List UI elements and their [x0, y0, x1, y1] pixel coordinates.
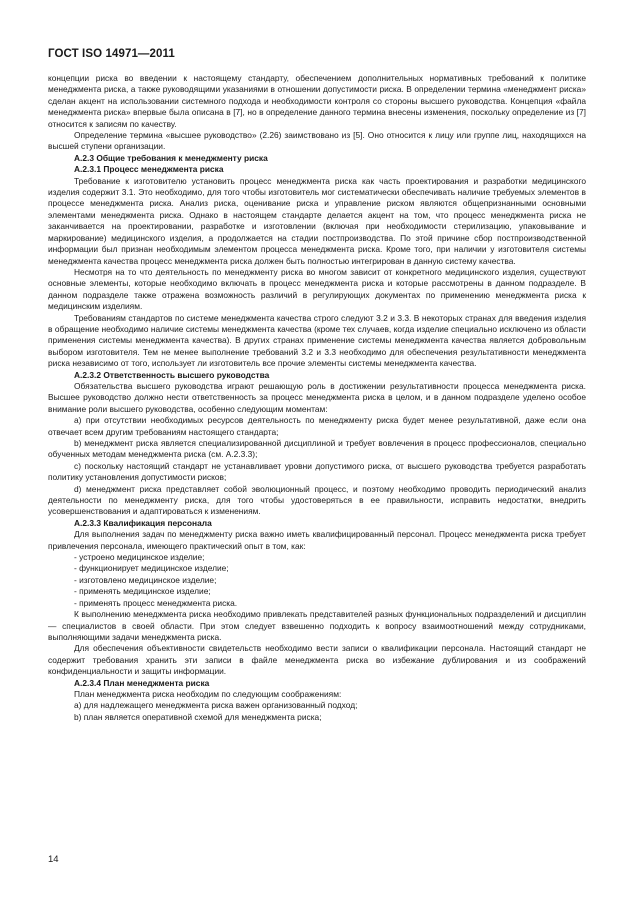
list-item: b) менеджмент риска является специализированной дисциплиной и требует вовлечения в процесс профессионалов, специально обученных методам менеджмента риска (см. А.2.3.3); [48, 438, 586, 460]
section-heading: А.2.3 Общие требования к менеджменту риска [74, 152, 268, 163]
list-item: d) менеджмент риска представляет собой эволюционный процесс, и поэтому необходимо проводить периодический анализ деятельности по менеджменту риска, для того чтобы удостоверяться в ее правильности, исправить недостатки, внедрить усовершенствования и адаптироваться к изменениям. [48, 483, 586, 517]
list-item: - устроено медицинское изделие; [74, 552, 205, 563]
paragraph: Обязательства высшего руководства играют решающую роль в достижении результативности процесса менеджмента риска. Высшее руководство должно нести ответственность за процесс менеджмента риска в целом, и в данном подразделе уделено особое внимание роли высшего руководства, особенно следующим моментам: [48, 380, 586, 414]
list-item: - применять медицинское изделие; [74, 586, 211, 597]
list-item: а) при отсутствии необходимых ресурсов деятельность по менеджменту риска будет менее результативной, даже если она отвечает всем другим требованиям настоящего стандарта; [48, 415, 586, 437]
paragraph: Определение термина «высшее руководство» (2.26) заимствовано из [5]. Оно относится к лицу или группе лиц, находящихся на высшей ступени организации. [48, 130, 586, 152]
paragraph: Для выполнения задач по менеджменту риска важно иметь квалифицированный персонал. Процесс менеджмента риска требует привлечения персонала, имеющего практический опыт в том, как: [48, 529, 586, 551]
list-item: c) поскольку настоящий стандарт не устанавливает уровни допустимого риска, от высшего руководства требуется разработать политику установления допустимости рисков; [48, 460, 586, 483]
page-header-title: ГОСТ ISO 14971—2011 [48, 48, 175, 60]
page-number: 14 [48, 854, 59, 865]
paragraph: Для обеспечения объективности свидетельств необходимо вести записи о квалификации персонала. Настоящий стандарт не содержит требования хранить эти записи в файле менеджмента риска во избежание дублирования и из соображений конфиденциальности и защиты информации. [48, 643, 586, 677]
list-item: а) для надлежащего менеджмента риска важен организованный подход; [74, 700, 358, 711]
section-heading: А.2.3.1 Процесс менеджмента риска [74, 164, 224, 175]
paragraph: План менеджмента риска необходим по следующим соображениям: [74, 688, 342, 699]
paragraph: Требование к изготовителю установить процесс менеджмента риска как часть проектирования и разработки медицинского изделия содержит 3.1. Это необходимо, для того чтобы изготовитель мог систематически обеспечивать наличие требуемых элементов в процессе менеджмента риска. Анализ риска, оценивание риска и управление риском являются общепризнанными основными элементами менеджмента риска. Однако в настоящем стандарте делается акцент на том, что процесс менеджмента риска не заканчивается на проектировании, разработке и изготовлении (включая при необходимости стерилизацию, упаковывание и маркирование) медицинского изделия, а продолжается на стадии постпроизводства. По этой причине сбор постпроизводственной информации был признан необходимым элементом процесса менеджмента риска. Кроме того, при наличии у изготовителя системы менеджмента качества процесс менеджмента риска должен быть полностью интегрирован в данную систему качества. [48, 175, 586, 266]
document-body [48, 73, 586, 723]
list-item: - изготовлено медицинское изделие; [74, 574, 217, 585]
list-item: - функционирует медицинское изделие; [74, 563, 229, 574]
paragraph: концепции риска во введении к настоящему стандарту, обеспечением дополнительных нормативных требований к политике менеджмента риска, а также руководящими указаниями в отношении допустимости риска. В определении термина «менеджмент риска» сделан акцент на использовании системного подхода и необходимости контроля со стороны высшего руководства. Концепция «файла менеджмента риска» впервые была описана в [7], но в определение данного термина внесены изменения, поскольку определение из [7] относится к записям по качеству. [48, 73, 586, 129]
list-item: b) план является оперативной схемой для менеджмента риска; [74, 711, 322, 722]
section-heading: А.2.3.2 Ответственность высшего руководства [74, 369, 270, 380]
list-item: - применять процесс менеджмента риска. [74, 597, 238, 608]
section-heading: А.2.3.4 План менеджмента риска [74, 677, 210, 688]
paragraph: Несмотря на то что деятельность по менеджменту риска во многом зависит от конкретного медицинского изделия, существуют основные элементы, которые необходимо включать в процесс менеджмента риска и которые рассмотрены в данном подразделе. В данном подразделе также отражена возможность различий в регулирующих документах по применению менеджмента риска к медицинским изделиям. [48, 266, 586, 312]
paragraph: К выполнению менеджмента риска необходимо привлекать представителей разных функциональных подразделений и дисциплин — специалистов в своей области. При этом следует взвешенно подходить к вопросу взаимоотношений между сотрудниками, выполняющими задачи менеджмента риска. [48, 609, 586, 642]
section-heading: А.2.3.3 Квалификация персонала [74, 517, 212, 528]
paragraph: Требованиям стандартов по системе менеджмента качества строго следуют 3.2 и 3.3. В некоторых странах для введения изделия в обращение необходимо наличие системы менеджмента качества (кроме тех случаев, когда изделие специально исключено из области применения системы менеджмента качества). В других странах применение системы менеджмента качества является добровольным выбором изготовителя. Тем не менее выполнение требований 3.2 и 3.3 необходимо для обеспечения результативности менеджмента риска независимо от того, использует ли изготовитель все прочие элементы системы менеджмента качества. [48, 312, 586, 369]
